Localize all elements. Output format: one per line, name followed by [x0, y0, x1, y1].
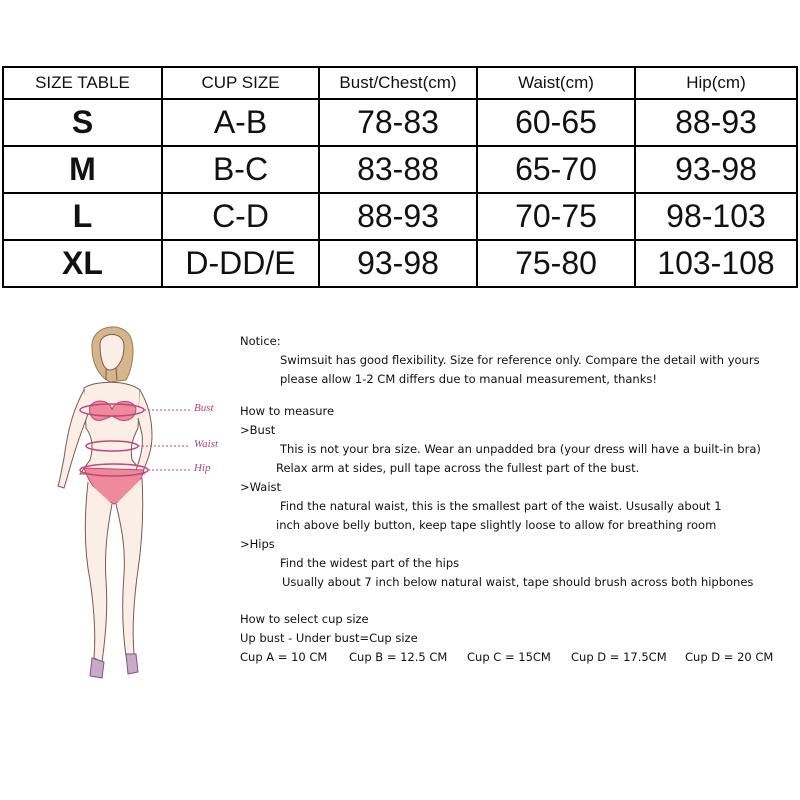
cup-cell: C-D [162, 193, 319, 240]
size-cell: M [3, 146, 162, 193]
waist-cell: 65-70 [477, 146, 635, 193]
bust-cell: 88-93 [319, 193, 477, 240]
hip-label: Hip [194, 462, 211, 474]
table-row [3, 146, 797, 193]
header-bust: Bust/Chest(cm) [319, 67, 477, 99]
table-row [3, 99, 797, 146]
waist-cell: 70-75 [477, 193, 635, 240]
cup-size-item: Cup B = 12.5 CM [349, 650, 448, 664]
hips-instruction: Usually about 7 inch below natural waist, tape should brush across both hipbones [282, 575, 754, 589]
size-cell: L [3, 193, 162, 240]
bust-cell: 78-83 [319, 99, 477, 146]
table-row [3, 193, 797, 240]
cup-size-title: How to select cup size [240, 612, 369, 626]
notice-title: Notice: [240, 334, 281, 348]
waist-section-title: >Waist [240, 480, 282, 494]
header-waist: Waist(cm) [477, 67, 635, 99]
cup-cell: B-C [162, 146, 319, 193]
header-size-table: SIZE TABLE [3, 67, 162, 99]
size-table [2, 66, 798, 288]
hips-instruction: Find the widest part of the hips [280, 556, 460, 570]
cup-size-item: Cup D = 20 CM [685, 650, 774, 664]
measurement-notes [240, 332, 795, 667]
waist-label: Waist [194, 438, 219, 450]
cup-cell: A-B [162, 99, 319, 146]
bust-cell: 93-98 [319, 240, 477, 287]
waist-instruction: Find the natural waist, this is the smallest part of the waist. Ususally about 1 [280, 499, 722, 513]
bust-label: Bust [194, 402, 214, 414]
waist-cell: 75-80 [477, 240, 635, 287]
cup-size-list [240, 648, 795, 667]
hip-cell: 93-98 [635, 146, 797, 193]
header-hip: Hip(cm) [635, 67, 797, 99]
table-row [3, 240, 797, 287]
bust-section-title: >Bust [240, 423, 276, 437]
notice-text: please allow 1-2 CM differs due to manual measurement, thanks! [280, 372, 657, 386]
cup-size-item: Cup C = 15CM [467, 650, 551, 664]
bust-cell: 83-88 [319, 146, 477, 193]
body-measurement-illustration [40, 318, 230, 688]
header-cup-size: CUP SIZE [162, 67, 319, 99]
size-cell: S [3, 99, 162, 146]
how-to-measure-title: How to measure [240, 404, 335, 418]
hip-cell: 103-108 [635, 240, 797, 287]
cup-size-item: Cup A = 10 CM [240, 650, 328, 664]
hip-cell: 88-93 [635, 99, 797, 146]
hips-section-title: >Hips [240, 537, 275, 551]
cup-size-item: Cup D = 17.5CM [571, 650, 667, 664]
table-header-row [3, 67, 797, 99]
size-cell: XL [3, 240, 162, 287]
woman-figure-icon [40, 318, 230, 688]
cup-size-formula: Up bust - Under bust=Cup size [240, 631, 418, 645]
hip-cell: 98-103 [635, 193, 797, 240]
waist-instruction: inch above belly button, keep tape slightly loose to allow for breathing room [276, 518, 717, 532]
notice-text: Swimsuit has good flexibility. Size for reference only. Compare the detail with yours [280, 353, 760, 367]
bust-instruction: Relax arm at sides, pull tape across the fullest part of the bust. [276, 461, 640, 475]
waist-cell: 60-65 [477, 99, 635, 146]
cup-cell: D-DD/E [162, 240, 319, 287]
bust-instruction: This is not your bra size. Wear an unpadded bra (your dress will have a built-in bra) [280, 442, 761, 456]
